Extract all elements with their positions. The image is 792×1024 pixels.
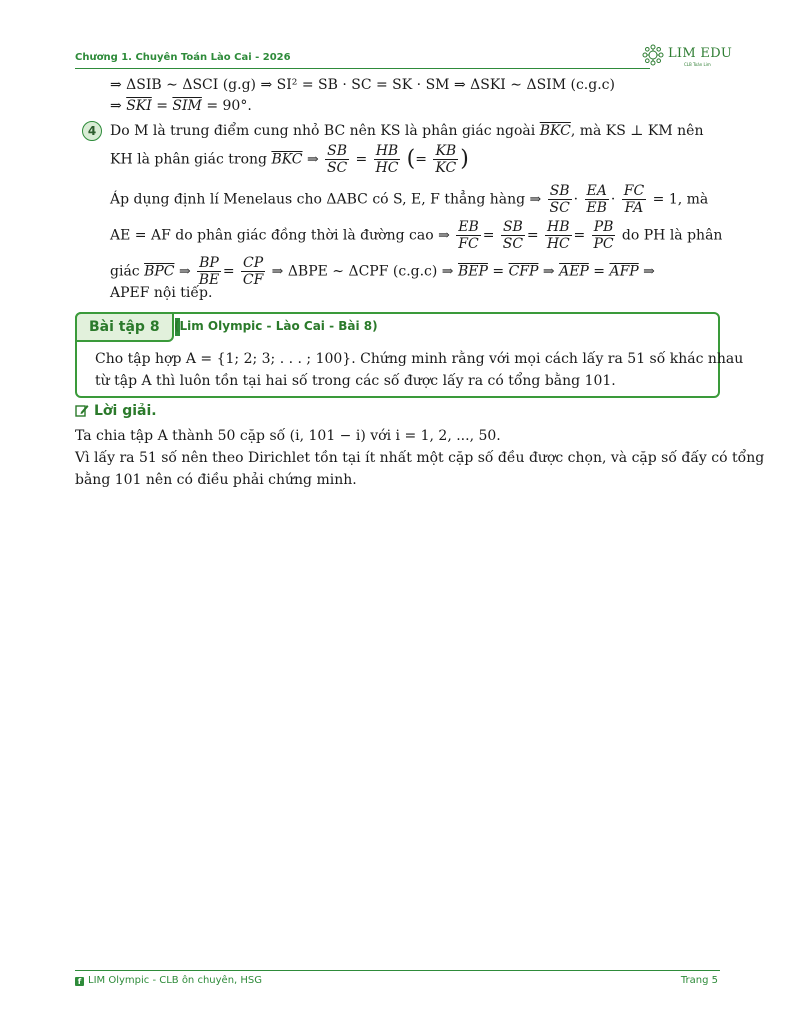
- exercise-line-2: từ tập A thì luôn tồn tại hai số trong các số được lấy ra có tổng bằng 101.: [95, 373, 616, 389]
- exercise-label: Bài tập 8: [89, 319, 160, 335]
- footer-divider: [75, 970, 720, 971]
- fraction-sb-sc: $\frac{SB}{SC}$: [326, 143, 348, 176]
- item4-line-2: KH là phân giác trong $\overline{BKC}$ ⇒ $\frac{SB}{SC}$ = $\frac{HB}{HC}$ (= $\frac{KB}{KC}$ ): [110, 143, 469, 176]
- page-number: Trang 5: [680, 975, 718, 986]
- proof-line-2-eq: =: [151, 98, 173, 114]
- proof-line-2-prefix: ⇒: [110, 98, 127, 114]
- fraction-kb-kc: $\frac{KB}{KC}$: [435, 143, 457, 176]
- fraction-cp-cf: $\frac{CP}{CF}$: [242, 255, 264, 288]
- solution-line-3: bằng 101 nên có điều phải chứng minh.: [75, 472, 357, 488]
- item-number-badge: 4: [82, 121, 102, 141]
- angle-aep: $\overline{AEP}$: [559, 263, 589, 280]
- item4-text-2b: ⇒: [302, 151, 324, 168]
- item4-text-1a: Do M là trung điểm cung nhỏ BC nên KS là phân giác ngoài: [110, 123, 540, 139]
- fraction-eb-fc: $\frac{EB}{FC}$: [458, 219, 479, 252]
- angle-bep: $\overline{BEP}$: [458, 263, 488, 280]
- angle-cfp: $\overline{CFP}$: [508, 263, 539, 280]
- solution-line-1: Ta chia tập A thành 50 cặp số (i, 101 − i) với i = 1, 2, ..., 50.: [75, 428, 501, 444]
- angle-ski: $\overline{SKI}$: [126, 98, 152, 114]
- exercise-box: [75, 312, 744, 398]
- item4-text-4a: AE = AF do phân giác đồng thời là đường cao ⇒: [110, 227, 455, 244]
- fraction-bp-be: $\frac{BP}{BE}$: [198, 255, 220, 288]
- exercise-body: [95, 348, 743, 392]
- fraction-ea-eb: $\frac{EA}{EB}$: [586, 183, 607, 216]
- chapter-title: Chương 1. Chuyên Toán Lào Cai - 2026: [75, 52, 291, 63]
- proof-line-2: [110, 96, 252, 116]
- logo-emblem-icon: [640, 42, 666, 68]
- fraction-hb-hc-2: $\frac{HB}{HC}$: [546, 219, 570, 252]
- header-divider: [75, 68, 650, 69]
- item4-line-4: AE = AF do phân giác đồng thời là đường cao ⇒ $\frac{EB}{FC}$ = $\frac{SB}{SC}$ = $\frac{HB}{HC}$ = $\frac{PB}{PC}$ do PH là phân: [110, 219, 723, 252]
- fraction-fc-fa: $\frac{FC}{FA}$: [623, 183, 645, 216]
- edit-icon: [75, 403, 89, 417]
- logo-text: LIM EDU: [668, 46, 733, 61]
- proof-line-1: ⇒ ΔSIB ∼ ΔSCI (g.g) ⇒ SI² = SB · SC = SK · SM ⇒ ΔSKI ∼ ΔSIM (c.g.c): [110, 77, 615, 93]
- page-footer: [75, 970, 720, 986]
- exercise-source: (Lim Olympic - Lào Cai - Bài 8): [174, 319, 378, 333]
- facebook-icon: f: [75, 977, 84, 986]
- angle-bpc: $\overline{BPC}$: [144, 263, 175, 280]
- angle-sim: $\overline{SIM}$: [172, 98, 202, 114]
- item4-text-5c: ⇒ ΔBPE ∼ ΔCPF (c.g.c) ⇒: [267, 263, 458, 280]
- angle-bkc-inner: $\overline{BKC}$: [271, 151, 303, 168]
- item4-text-2a: KH là phân giác trong: [110, 151, 272, 168]
- fraction-hb-hc: $\frac{HB}{HC}$: [375, 143, 399, 176]
- item4-text-5b: ⇒: [174, 263, 196, 280]
- solution-heading-text: Lời giải.: [94, 403, 157, 419]
- exercise-line-1: Cho tập hợp A = {1; 2; 3; . . . ; 100}. Chứng minh rằng với mọi cách lấy ra 51 số khác nhau: [95, 351, 744, 367]
- footer-left-text: LIM Olympic - CLB ôn chuyên, HSG: [88, 975, 263, 986]
- proof-line-2-suffix: = 90°.: [201, 98, 252, 114]
- solution-heading: [75, 403, 157, 419]
- logo-subtext: CLB Toán Lim: [684, 62, 711, 67]
- solution-body: [75, 425, 765, 491]
- item4-line-3: Áp dụng định lí Menelaus cho ΔABC có S, E, F thẳng hàng ⇒ $\frac{SB}{SC}$ · $\frac{EA}{EB}$ · $\frac{FC}{FA}$ = 1, mà: [110, 183, 709, 216]
- item4-line-1: [110, 121, 703, 141]
- exercise-tab: [75, 312, 174, 342]
- item4-text-3a: Áp dụng định lí Menelaus cho ΔABC có S, E, F thẳng hàng ⇒: [110, 191, 546, 208]
- angle-afp: $\overline{AFP}$: [609, 263, 639, 280]
- item4-text-1b: , mà KS ⊥ KM nên: [570, 123, 704, 139]
- item4-text-3b: = 1, mà: [648, 191, 709, 208]
- footer-left: [75, 975, 262, 986]
- fraction-pb-pc: $\frac{PB}{PC}$: [593, 219, 614, 252]
- angle-bkc-outer: $\overline{BKC}$: [539, 123, 571, 139]
- item4-line-5: giác $\overline{BPC}$ ⇒ $\frac{BP}{BE}$ = $\frac{CP}{CF}$ ⇒ ΔBPE ∼ ΔCPF (c.g.c) ⇒ $\overline{BEP} = \overline{CFP}$ ⇒ $\overline{AEP} = \overline{AFP}$ ⇒: [110, 255, 655, 288]
- fraction-sb-sc-3: $\frac{SB}{SC}$: [502, 219, 524, 252]
- solution-line-2: Vì lấy ra 51 số nên theo Dirichlet tồn tại ít nhất một cặp số đều được chọn, và cặp số đấy có tổng: [75, 450, 765, 466]
- lim-edu-logo: [640, 42, 733, 72]
- item4-text-4b: do PH là phân: [617, 227, 723, 244]
- item4-line-6: APEF nội tiếp.: [110, 285, 213, 301]
- item4-text-5a: giác: [110, 263, 145, 280]
- page-header: [75, 46, 733, 68]
- fraction-sb-sc-2: $\frac{SB}{SC}$: [549, 183, 570, 216]
